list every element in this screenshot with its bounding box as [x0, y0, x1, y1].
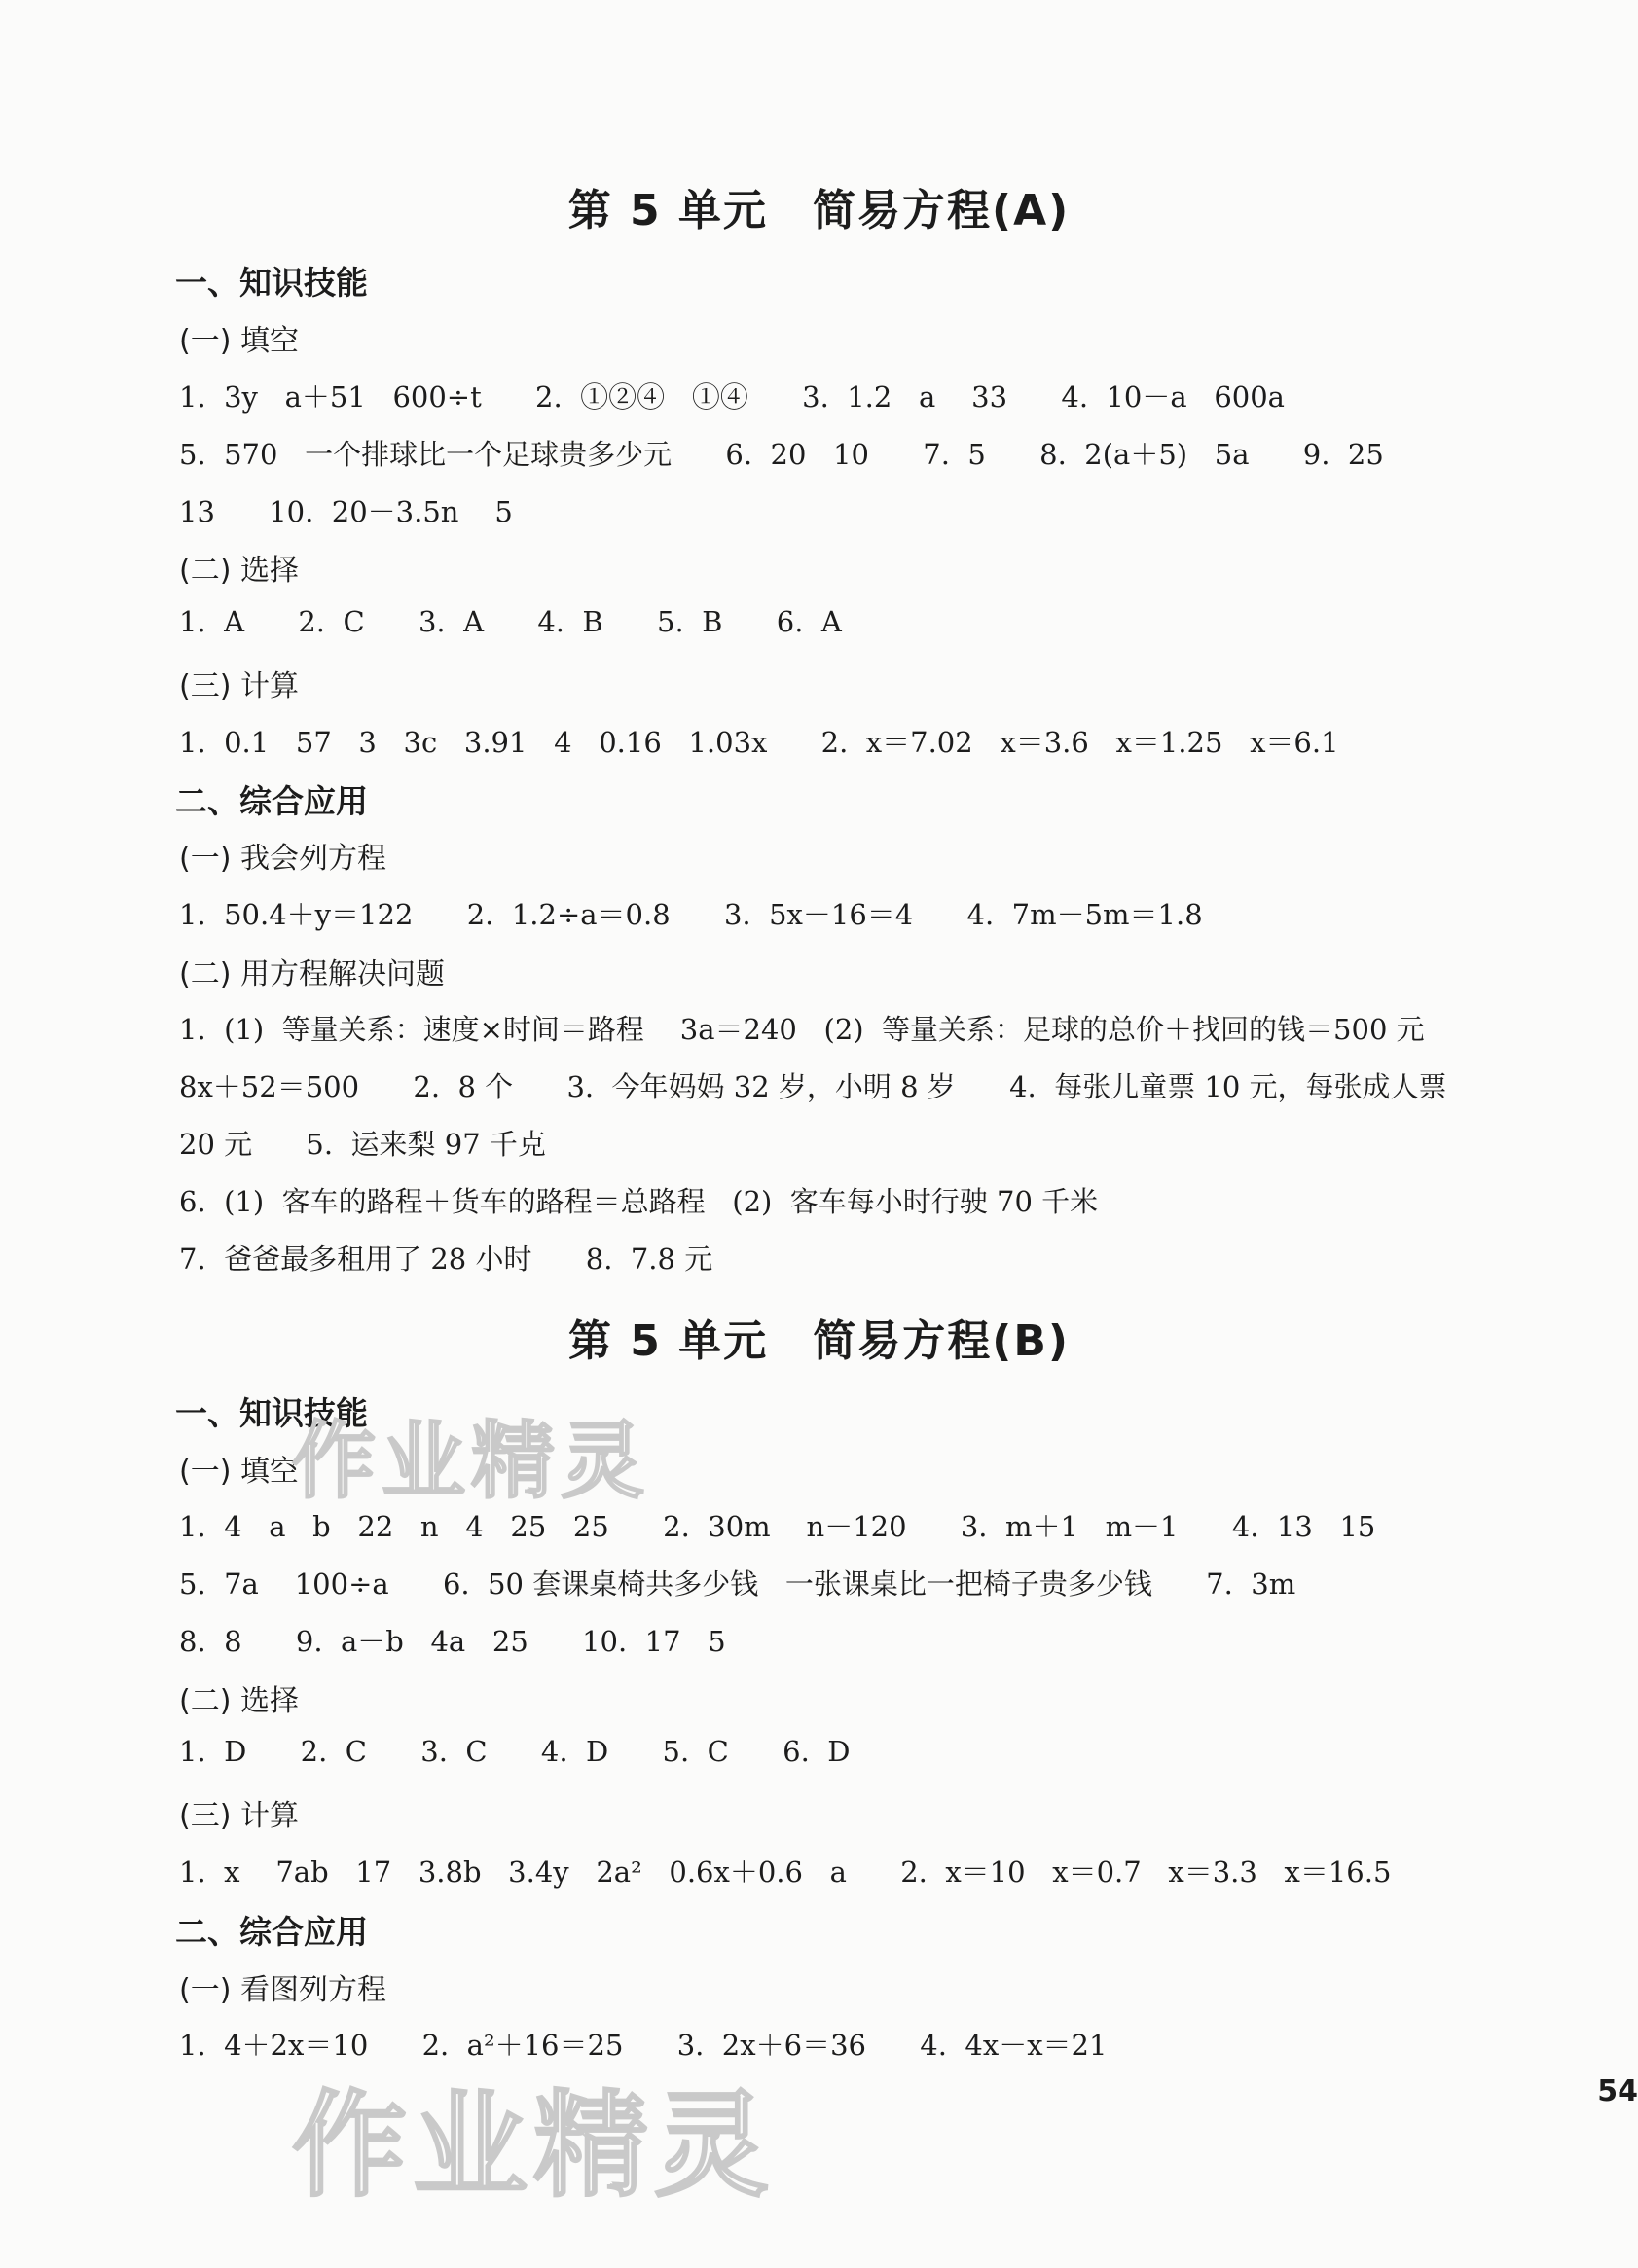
unit-b-section-knowledge: 一、知识技能 [175, 1394, 368, 1432]
unit-a-fill-line: 5. 570 一个排球比一个足球贵多少元 6. 20 10 7. 5 8. 2(a＋5) 5a 9. 25 [179, 438, 1384, 471]
unit-a-solve-line: 8x＋52＝500 2. 8 个 3. 今年妈妈 32 岁，小明 8 岁 4. 每张儿童票 10 元，每张成人票 [179, 1070, 1447, 1103]
unit-b-fill-line: 5. 7a 100÷a 6. 50 套课桌椅共多少钱 一张课桌比一把椅子贵多少钱 7. 3m [179, 1567, 1296, 1601]
unit-a-solve-heading: (二) 用方程解决问题 [179, 957, 445, 991]
unit-b-fill-line: 1. 4 a b 22 n 4 25 25 2. 30m n－120 3. m＋1 m－1 4. 13 15 [179, 1510, 1376, 1543]
unit-a-equation-line: 1. 50.4＋y＝122 2. 1.2÷a＝0.8 3. 5x－16＝4 4. 7m－5m＝1.8 [179, 898, 1203, 931]
unit-a-title: 第 5 单元 简易方程(A) [567, 186, 1071, 235]
unit-a-section-application: 二、综合应用 [175, 782, 368, 820]
unit-b-fill-heading: (一) 填空 [179, 1455, 299, 1489]
unit-b-choice-line: 1. D 2. C 3. C 4. D 5. C 6. D [179, 1735, 851, 1768]
unit-b-fill-line: 8. 8 9. a－b 4a 25 10. 17 5 [179, 1625, 726, 1658]
unit-a-choice-heading: (二) 选择 [179, 554, 299, 588]
unit-b-calc-line: 1. x 7ab 17 3.8b 3.4y 2a² 0.6x＋0.6 a 2. x＝10 x＝0.7 x＝3.3 x＝16.5 [179, 1855, 1392, 1889]
unit-a-calc-heading: (三) 计算 [179, 669, 299, 703]
unit-a-section-knowledge: 一、知识技能 [175, 264, 368, 302]
unit-b-equation-line: 1. 4＋2x＝10 2. a²＋16＝25 3. 2x＋6＝36 4. 4x－x＝21 [179, 2029, 1108, 2062]
watermark-logo: 作业精灵 [292, 2078, 776, 2213]
unit-a-calc-line: 1. 0.1 57 3 3c 3.91 4 0.16 1.03x 2. x＝7.02 x＝3.6 x＝1.25 x＝6.1 [179, 726, 1339, 759]
unit-a-solve-line: 1. (1) 等量关系：速度×时间＝路程 3a＝240 (2) 等量关系：足球的总价＋找回的钱＝500 元 [179, 1013, 1425, 1046]
unit-a-fill-line: 1. 3y a＋51 600÷t 2. ①②④ ①④ 3. 1.2 a 33 4. 10－a 600a [179, 380, 1285, 414]
unit-a-fill-line: 13 10. 20－3.5n 5 [179, 495, 513, 528]
unit-a-solve-line: 6. (1) 客车的路程＋货车的路程＝总路程 (2) 客车每小时行驶 70 千米 [179, 1185, 1099, 1218]
unit-b-equation-heading: (一) 看图列方程 [179, 1973, 386, 2007]
unit-b-section-application: 二、综合应用 [175, 1913, 368, 1951]
unit-b-title: 第 5 单元 简易方程(B) [567, 1316, 1070, 1366]
unit-a-fill-heading: (一) 填空 [179, 324, 299, 358]
unit-a-equation-heading: (一) 我会列方程 [179, 842, 386, 876]
unit-a-solve-line: 20 元 5. 运来梨 97 千克 [179, 1128, 546, 1161]
unit-a-choice-line: 1. A 2. C 3. A 4. B 5. B 6. A [179, 605, 842, 638]
unit-b-calc-heading: (三) 计算 [179, 1799, 299, 1833]
watermark-logo: 作业精灵 [292, 1413, 650, 1510]
unit-b-choice-heading: (二) 选择 [179, 1684, 299, 1718]
page-number: 54 [1597, 2074, 1638, 2108]
unit-a-solve-line: 7. 爸爸最多租用了 28 小时 8. 7.8 元 [179, 1242, 713, 1276]
